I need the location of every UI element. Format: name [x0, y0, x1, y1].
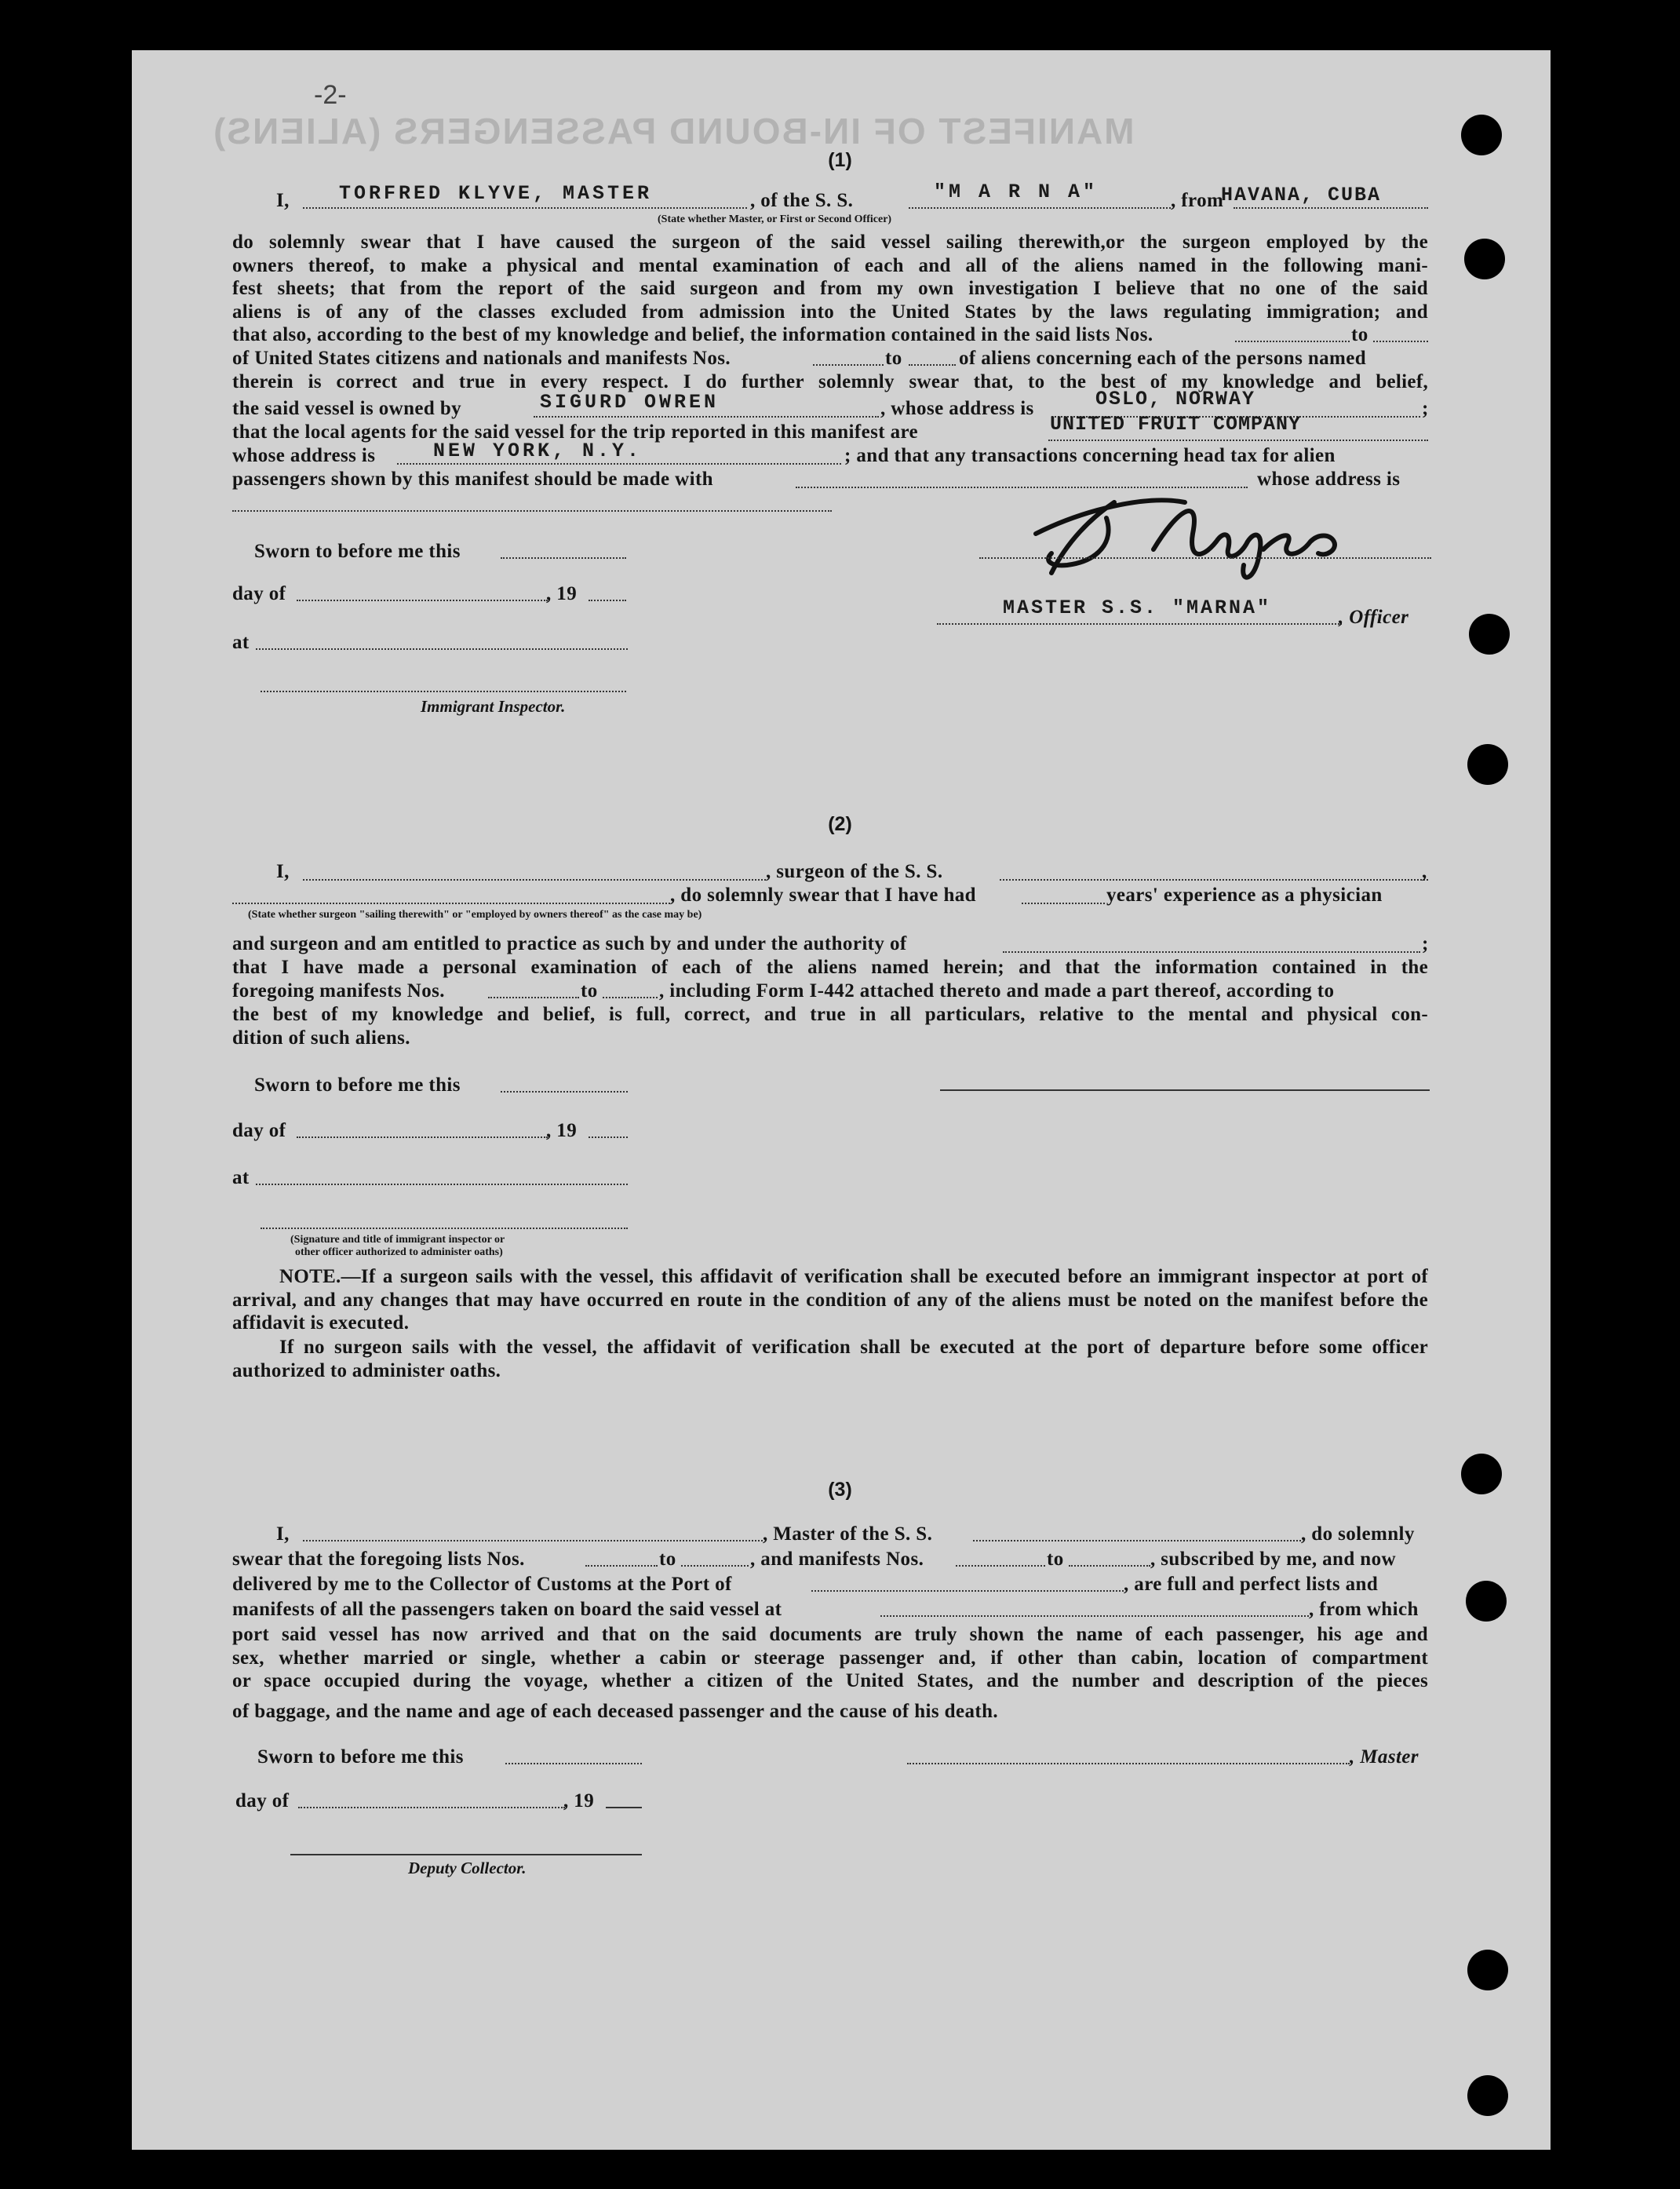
sworn-line — [501, 557, 626, 559]
section-3-i-label: I, — [276, 1523, 290, 1545]
sworn-label: Sworn to before me this — [254, 541, 461, 562]
note-text: —If a surgeon sails with the vessel, this affidavit of verification shall be executed before an immigrant inspector at port of arrival, and any changes that may have occurred en route in the condition of any of the aliens must be noted on the manifest before the affidavit is executed. — [232, 1266, 1428, 1333]
agent-address-line — [397, 463, 841, 465]
master-of-label: , Master of the S. S. — [763, 1523, 933, 1545]
authority-line — [1003, 951, 1420, 953]
section-3-text — [232, 1623, 1428, 1693]
sworn-line — [501, 1091, 628, 1093]
to-label: to — [885, 348, 902, 369]
section-2-i-label: I, — [276, 861, 290, 882]
from-port-field: HAVANA, CUBA — [1221, 184, 1382, 206]
officer-caption: (State whether Master, or First or Second Officer) — [658, 213, 892, 225]
day-of-label: day of — [232, 1120, 286, 1141]
sig-caption: other officer authorized to administer oaths) — [295, 1246, 503, 1258]
section-1-number: (1) — [828, 149, 852, 171]
full-perfect-label: , are full and perfect lists and — [1124, 1574, 1379, 1595]
sworn-line — [505, 1763, 642, 1764]
oath-line: port said vessel has now arrived and that on the said documents are truly shown the name of each passenger, his age and — [232, 1624, 1428, 1645]
master-name-field: TORFRED KLYVE, MASTER — [339, 182, 653, 205]
head-tax-label: ; and that any transactions concerning head tax for alien — [844, 445, 1336, 466]
oath-line: dition of such aliens. — [232, 1027, 410, 1049]
swear-lists-label: swear that the foregoing lists Nos. — [232, 1549, 525, 1570]
section-2-text-2 — [232, 1003, 1428, 1027]
inspector-signature-line — [261, 691, 626, 692]
foregoing-from-line — [488, 997, 579, 998]
year-label: , 19 — [563, 1790, 595, 1811]
surgeon-name-line — [303, 879, 766, 881]
years-line — [1022, 903, 1105, 904]
day-of-label: day of — [235, 1790, 290, 1811]
oath-line: of United States citizens and nationals and manifests Nos. — [232, 348, 731, 369]
agents-field: UNITED FRUIT COMPANY — [1050, 413, 1302, 436]
owned-by-label: the said vessel is owned by — [232, 398, 462, 419]
section-3-number: (3) — [828, 1479, 852, 1501]
oath-line: fest sheets; that from the report of the said surgeon and from my own investigation I believe that no one of the said — [232, 278, 1428, 299]
oath-line: or space occupied during the voyage, whether a citizen of the United States, and the number and description of the pieces — [232, 1670, 1428, 1691]
officer-label: , Officer — [1339, 607, 1409, 628]
oath-line: of baggage, and the name and age of each deceased passenger and the cause of his death. — [232, 1701, 999, 1722]
year-line — [606, 1807, 642, 1808]
officer-title-field: MASTER S.S. "MARNA" — [1003, 597, 1272, 619]
surgeon-status-line — [232, 903, 670, 904]
delivered-label: delivered by me to the Collector of Customs at the Port of — [232, 1574, 732, 1595]
at-line — [256, 1184, 628, 1185]
manifests-label: manifests of all the passengers taken on board the said vessel at — [232, 1599, 782, 1620]
punch-hole — [1464, 239, 1505, 279]
port-line — [811, 1590, 1124, 1592]
boarded-at-line — [880, 1615, 1309, 1617]
semicolon: ; — [1422, 933, 1429, 954]
section-2-text — [232, 956, 1428, 980]
agent-whose-address-label: whose address is — [232, 445, 376, 466]
vessel-name-field: "M A R N A" — [934, 181, 1099, 203]
to-label: to — [1047, 1549, 1064, 1570]
owner-line — [534, 416, 879, 418]
of-aliens-label: of aliens concerning each of the persons named — [959, 348, 1367, 369]
deputy-signature-line — [290, 1854, 642, 1855]
punch-hole — [1469, 614, 1510, 655]
from-label: , from — [1171, 190, 1224, 211]
surgeon-of-label: , surgeon of the S. S. — [766, 861, 943, 882]
passengers-label: passengers shown by this manifest should be made with — [232, 469, 713, 490]
authority-label: and surgeon and am entitled to practice as such by and under the authority of — [232, 933, 907, 954]
note-lead: NOTE. — [279, 1266, 341, 1287]
swear-label: , do solemnly swear that I have had — [670, 885, 976, 906]
at-label: at — [232, 632, 250, 653]
lists-from-line — [585, 1565, 658, 1567]
master-label: , Master — [1350, 1746, 1419, 1768]
bleed-through-title: MANIFEST OF IN-BOUND PASSENGERS (ALIENS) — [212, 111, 1135, 151]
vessel-line — [973, 1540, 1301, 1541]
master-name-line — [303, 1540, 763, 1541]
to-label: to — [581, 980, 598, 1001]
foregoing-to-line — [603, 997, 658, 998]
subscribed-label: , subscribed by me, and now — [1150, 1549, 1396, 1570]
sworn-label: Sworn to before me this — [254, 1074, 461, 1096]
head-tax-address-line — [232, 510, 832, 512]
year-line — [589, 600, 626, 601]
surgeon-signature-line — [940, 1089, 1430, 1091]
punch-hole — [1467, 744, 1508, 785]
oath-line: that I have made a personal examination of each of the aliens named herein; and that the information contained in the — [232, 957, 1428, 978]
page-number: -2- — [314, 80, 347, 110]
from-which-label: , from which — [1309, 1599, 1419, 1620]
deputy-label: Deputy Collector. — [408, 1859, 527, 1877]
master-signature-line — [979, 557, 1431, 559]
manifests-from-line — [956, 1565, 1045, 1567]
inspector-label: Immigrant Inspector. — [421, 697, 566, 716]
oath-line: sex, whether married or single, whether a cabin or steerage passenger and, if other than cabin, location of compartment — [232, 1647, 1428, 1669]
officer-title-line — [937, 623, 1342, 625]
years-label: years' experience as a physician — [1106, 885, 1383, 906]
agents-line — [1048, 440, 1428, 441]
oath-line: aliens is of any of the classes excluded from admission into the United States by the laws regulating immigration; and — [232, 301, 1428, 323]
at-line — [256, 648, 628, 650]
manifests-from-line — [813, 364, 884, 366]
punch-hole — [1467, 1950, 1508, 1990]
master-signature-line — [907, 1763, 1350, 1764]
section-1-i-label: I, — [276, 190, 290, 211]
to-label: to — [1351, 324, 1368, 345]
note-paragraph — [232, 1265, 1428, 1335]
including-label: , including Form I-442 attached thereto and made a part thereof, according to — [659, 980, 1335, 1001]
oath-line: do solemnly swear that I have caused the surgeon of the said vessel sailing therewith,or the surgeon employed by the — [232, 232, 1428, 253]
day-of-label: day of — [232, 583, 286, 604]
owner-field: SIGURD OWREN — [540, 391, 720, 414]
vessel-name-line — [909, 207, 1171, 209]
lists-from-line — [1235, 341, 1350, 342]
of-ss-label: , of the S. S. — [750, 190, 854, 211]
document-viewer: MANIFEST OF IN-BOUND PASSENGERS (ALIENS) -2- (1) I, TORFRED KLYVE, MASTER , of the S. S. "M A R N A" , from HAVANA, CUBA (State whether Master, or First or Second Officer) do solemnly swear that I have caused the surgeon of the said vessel sailing therewith,or the surgeon employed by the owners thereof, to make a physical and mental examination of each and all of the aliens named in the following mani- fest sheets; that from the report of the said surgeon and from my own investigation I believe that no one of the said aliens is of any of the classes excluded from admission into the United States by the laws regulating immigration; and that also, according to the best of my knowledge and belief, the information contained in the said lists Nos. to of United States citizens and nationals and manifests Nos. to of aliens concerning each of the persons named therein is correct and true in every respect. I do further solemnly swear that, to the best of my knowledge and belief, the said vessel is owned by SIGURD OWREN , whose address is OSLO, NORWAY ; that the local agents for the said vessel for the trip reported in this manifest are UNITED FRUIT COMPANY whose address is NEW YORK, N.Y. ; and that any transactions concerning head tax for alien passengers shown by this manifest should be made with whose address is Sworn to before me this day of , 19 at Immigrant Inspector. MASTER S.S. "MARNA" , Officer (2) I, , surgeon of the S. S. , , do solemnly swear that I have had years' experience as a physician (State whether surgeon "sailing therewith" or "employed by owners thereof" as the case may be) and surgeon and am entitled to practice as such by and under the authority of ; that I have made a personal examination of each of the aliens named herein; and that the information contained in the foregoing manifests Nos. to , including Form I-442 attached thereto and made a part thereof, according to the best of my knowledge and belief, is full, correct, and true in all particulars, relative to the mental and physical con- dition of such aliens. Sworn to before me this day of , 19 at (Signature and title of immigrant inspector or other officer authorized to administer oaths) NOTE.—If a surgeon sails with the vessel, this affidavit of verification shall be executed before an immigrant inspector at port of arrival, and any changes that may have occurred en route in the condition of any of the aliens must be noted on the manifest before the affidavit is executed. If no surgeon sails with the vessel, the affidavit of verification shall be executed at the port of departure before some officer authorized to administer oaths. (3) I, , Master of the S. S. , do solemnly swear that the foregoing lists Nos. to , and manifests Nos. to , subscribed by me, and now delivered by me to the Collector of Customs at the Port of , are full and perfect lists and manifests of all the passengers taken on board the said vessel at , from which port said vessel has now arrived and that on the said documents are truly shown the name of each passenger, his age and sex, whether married or single, whether a cabin or steerage passenger and, if other than cabin, location of compartment or space occupied during the voyage, whether a citizen of the United States, and the number and description of the pieces of baggage, and the name and age of each deceased passenger and the cause of his death. Sworn to before me this , Master day of , 19 Deputy Collector. — [0, 0, 1680, 2189]
whose-address-is-label: whose address is — [1257, 469, 1401, 490]
section-2-number: (2) — [828, 813, 852, 835]
day-line — [298, 1807, 565, 1808]
agents-label: that the local agents for the said vessel for the trip reported in this manifest are — [232, 421, 919, 443]
note-paragraph-2: If no surgeon sails with the vessel, the affidavit of verification shall be executed at the port of departure before some officer authorized to administer oaths. — [232, 1337, 1428, 1381]
oath-line: the best of my knowledge and belief, is full, correct, and true in all particulars, relative to the mental and physical con- — [232, 1004, 1428, 1025]
section-1-oath-text — [232, 231, 1428, 323]
agent-address-field: NEW YORK, N.Y. — [433, 440, 643, 462]
at-label: at — [232, 1167, 250, 1188]
owner-address-field: OSLO, NORWAY — [1095, 388, 1256, 410]
do-solemnly-label: , do solemnly — [1301, 1523, 1415, 1545]
punch-hole — [1466, 1581, 1507, 1622]
surgeon-vessel-line — [1000, 879, 1428, 881]
year-label: , 19 — [546, 1120, 578, 1141]
to-label: to — [659, 1549, 676, 1570]
day-line — [297, 1136, 548, 1138]
foregoing-label: foregoing manifests Nos. — [232, 980, 445, 1001]
from-port-line — [1234, 207, 1428, 209]
oath-line: that also, according to the best of my knowledge and belief, the information contained in the said lists Nos. — [232, 324, 1153, 345]
and-manifests-label: , and manifests Nos. — [750, 1549, 924, 1570]
manifests-to-line — [1069, 1565, 1150, 1567]
year-label: , 19 — [546, 583, 578, 604]
day-line — [297, 600, 548, 601]
lists-to-line — [1373, 341, 1428, 342]
sig-caption: (Signature and title of immigrant inspector or — [290, 1234, 505, 1246]
year-line — [589, 1136, 628, 1138]
manifests-to-line — [909, 364, 956, 366]
surgeon-caption: (State whether surgeon "sailing therewith" or "employed by owners thereof" as the case may be) — [248, 909, 702, 921]
master-signature — [1020, 487, 1365, 589]
inspector-signature-line — [261, 1228, 628, 1229]
oath-line: therein is correct and true in every respect. I do further solemnly swear that, to the best of my knowledge and belief, — [232, 371, 1428, 392]
sworn-label: Sworn to before me this — [257, 1746, 464, 1768]
lists-to-line — [681, 1565, 749, 1567]
master-name-line — [303, 207, 747, 209]
punch-hole — [1467, 2075, 1508, 2116]
whose-address-label: , whose address is — [880, 398, 1034, 419]
oath-line: owners thereof, to make a physical and mental examination of each and all of the aliens named in the following mani- — [232, 254, 1428, 276]
